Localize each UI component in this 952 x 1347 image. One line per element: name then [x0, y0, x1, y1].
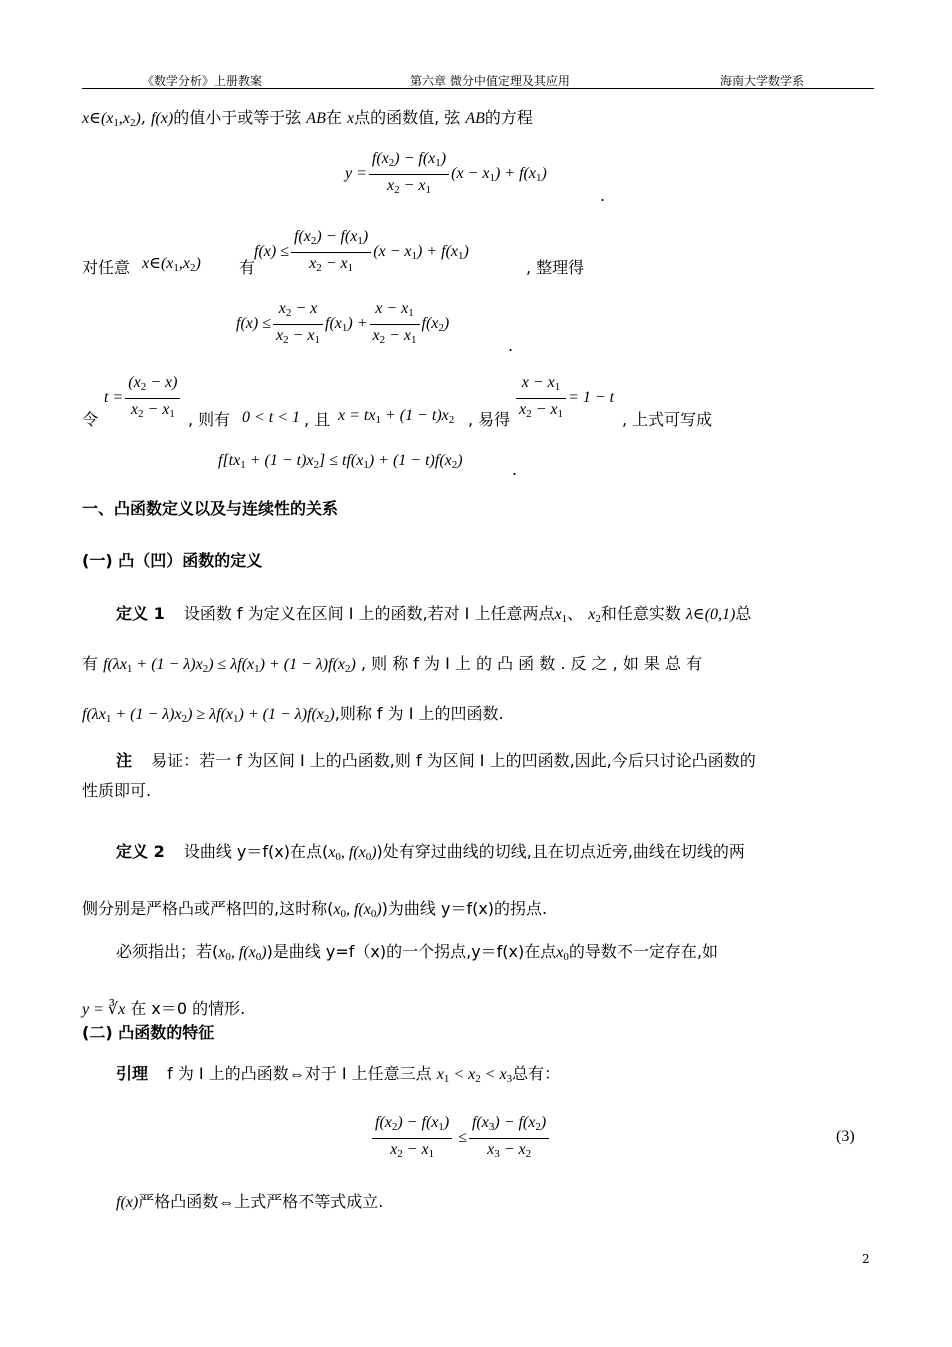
- text: 有: [239, 258, 256, 277]
- text: 有: [82, 654, 99, 673]
- text: 在 x＝0 的情形.: [130, 999, 246, 1018]
- text: 的导数不一定存在,如: [568, 942, 718, 961]
- math-easy: $\frac{x - x_1}{x_2 - x_1}$ = 1 − t: [514, 372, 614, 425]
- text: 设函数 f 为定义在区间 I 上的函数,若对 I 上任意两点: [183, 604, 555, 623]
- lemma-label: 引理: [116, 1064, 149, 1083]
- text: 点的函数值, 弦: [354, 108, 461, 127]
- text: 的方程: [484, 108, 533, 127]
- text: )处有穿过曲线的切线,且在切点近旁,曲线在切线的两: [376, 842, 745, 861]
- text: 必须指出；若(: [116, 942, 219, 961]
- paragraph-arbitrary: [82, 226, 874, 286]
- section-heading: 一、凸函数定义以及与连续性的关系: [82, 499, 339, 518]
- equation-slopes: $\frac{f(x_2) - f(x_1)}{x_2 - x_1}$ ≤ $\frac{f(x_3) - f(x_2)}{x_3 - x_2}$: [370, 1112, 551, 1165]
- note-label: 注: [116, 751, 133, 770]
- text: 、: [567, 604, 584, 623]
- text: )是曲线 y=f（x)的一个拐点,y＝f(x)在点: [266, 942, 557, 961]
- text: 设曲线 y＝f(x)在点(: [183, 842, 329, 861]
- definition-label: 定义 2: [116, 842, 165, 861]
- period: .: [508, 336, 514, 355]
- definition-1: 定义 1 设函数 f 为定义在区间 I 上的函数,若对 I 上任意两点$x_1$、 $x_2$和任意实数 λ∈(0,1)总: [82, 602, 874, 631]
- text: 和任意实数: [600, 604, 681, 623]
- lemma: 引理 f 为 I 上的凸函数⇔对于 I 上任意三点 $x_1 < x_2 < x_3$总有：: [82, 1062, 874, 1091]
- text: 总有：: [512, 1064, 561, 1083]
- note: [82, 746, 874, 806]
- paragraph-let-t: [82, 372, 874, 432]
- paragraph-inflection-note: 必须指出；若($x_0$, $f(x_0)$)是曲线 y=f（x)的一个拐点,y＝f(x)在点$x_0$的导数不一定存在,如 y = ∛x 在 x＝0 的情形.: [82, 942, 718, 1018]
- text: ,则称 f 为 I 上的凹函数.: [334, 704, 504, 723]
- math-x-in-interval: $x\in(x_1,x_2)$: [82, 110, 141, 129]
- inequality-concave-lambda: $f(\lambda x_1 + (1 - \lambda)x_2) \ge \lambda f(x_1) + (1 - \lambda)f(x_2)$: [82, 706, 335, 725]
- math-x-combo: $x = tx_1 + (1 - t)x_2$: [338, 407, 455, 426]
- definition-1-line3: [82, 702, 874, 731]
- header-left: 《数学分析》上册教案: [142, 74, 263, 88]
- header-rule: [82, 88, 874, 89]
- paragraph-strict: f(x)严格凸函数⇔上式严格不等式成立.: [116, 1192, 384, 1211]
- math-ab: AB: [465, 110, 485, 127]
- text: )为曲线 y＝f(x)的拐点.: [381, 899, 548, 918]
- period: .: [600, 186, 606, 205]
- math-t-def: t = $\frac{(x_2 - x)}{x_2 - x_1}$: [104, 372, 182, 425]
- text: , 上式可写成: [622, 410, 713, 429]
- equation-rearranged: f(x) ≤ $\frac{x_2 - x}{x_2 - x_1}$ $f(x_1)$ + $\frac{x - x_1}{x_2 - x_1}$ $f(x_2)$: [236, 300, 450, 346]
- inequality-chord: f(x) ≤ $\frac{f(x_2) - f(x_1)}{x_2 - x_1}$ $(x - x_1) + f(x_1)$: [254, 228, 469, 274]
- text: , 整理得: [526, 258, 585, 277]
- math-x: x: [346, 110, 355, 127]
- period: .: [512, 460, 518, 479]
- text: 总: [735, 604, 752, 623]
- text: 易证：若一 f 为区间 I 上的凸函数,则 f 为区间 I 上的凹函数,因此,今后只讨论凸函数的: [151, 751, 756, 770]
- equation-convex: $f[tx_1 + (1 - t)x_2] \le tf(x_1) + (1 - t)f(x_2)$: [218, 452, 463, 471]
- text: f 为 I 上的凸函数: [167, 1064, 289, 1083]
- math-t-range: 0 < t < 1: [242, 409, 301, 426]
- subsection-heading: (一) 凸（凹）函数的定义: [82, 551, 263, 570]
- equation-number: (3): [836, 1128, 855, 1145]
- text: 的值小于或等于弦: [173, 108, 302, 127]
- page-number: 2: [862, 1252, 870, 1266]
- text: 性质即可.: [82, 781, 152, 800]
- text: , 且: [304, 410, 331, 429]
- math-x-in-interval: $x\in(x_1,x_2)$: [142, 255, 201, 274]
- text: , 则有: [188, 410, 231, 429]
- page-header: [82, 70, 874, 90]
- math-fx: f(x): [150, 110, 174, 127]
- text: , 易得: [468, 410, 511, 429]
- text: 对于 I 上任意三点: [304, 1064, 432, 1083]
- text: 上式严格不等式成立.: [234, 1192, 384, 1211]
- math-ab: AB: [306, 110, 326, 127]
- definition-label: 定义 1: [116, 604, 165, 623]
- text: , 则 称 f 为 I 上 的 凸 函 数 . 反 之 , 如 果 总 有: [360, 654, 703, 673]
- equation-chord: y = $\frac{f(x_2) - f(x_1)}{x_2 - x_1}$ $(x - x_1) + f(x_1)$: [345, 150, 547, 196]
- definition-2: 定义 2 设曲线 y＝f(x)在点($x_0$, $f(x_0)$)处有穿过曲线的切线,且在切点近旁,曲线在切线的两 侧分别是严格凸或严格凹的,这时称($x_0$, $f(x_0)$)为曲线 y＝f(x)的拐点.: [82, 842, 745, 920]
- paragraph-chord: $x\in(x_1,x_2)$, f(x)的值小于或等于弦 AB在 x点的函数值, 弦 AB的方程: [82, 108, 533, 129]
- text: 侧分别是严格凸或严格凹的,这时称(: [82, 899, 334, 918]
- text: 严格凸函数: [138, 1192, 219, 1211]
- header-center: 第六章 微分中值定理及其应用: [410, 74, 570, 88]
- definition-1-line2: [82, 652, 874, 681]
- header-right: 海南大学数学系: [720, 74, 805, 88]
- subsection-heading: (二) 凸函数的特征: [82, 1023, 215, 1042]
- text: 令: [82, 410, 99, 429]
- text: 对任意: [82, 258, 131, 277]
- text: 在: [325, 108, 342, 127]
- inequality-convex-lambda: $f(\lambda x_1 + (1 - \lambda)x_2) \le \lambda f(x_1) + (1 - \lambda)f(x_2)$: [103, 656, 356, 675]
